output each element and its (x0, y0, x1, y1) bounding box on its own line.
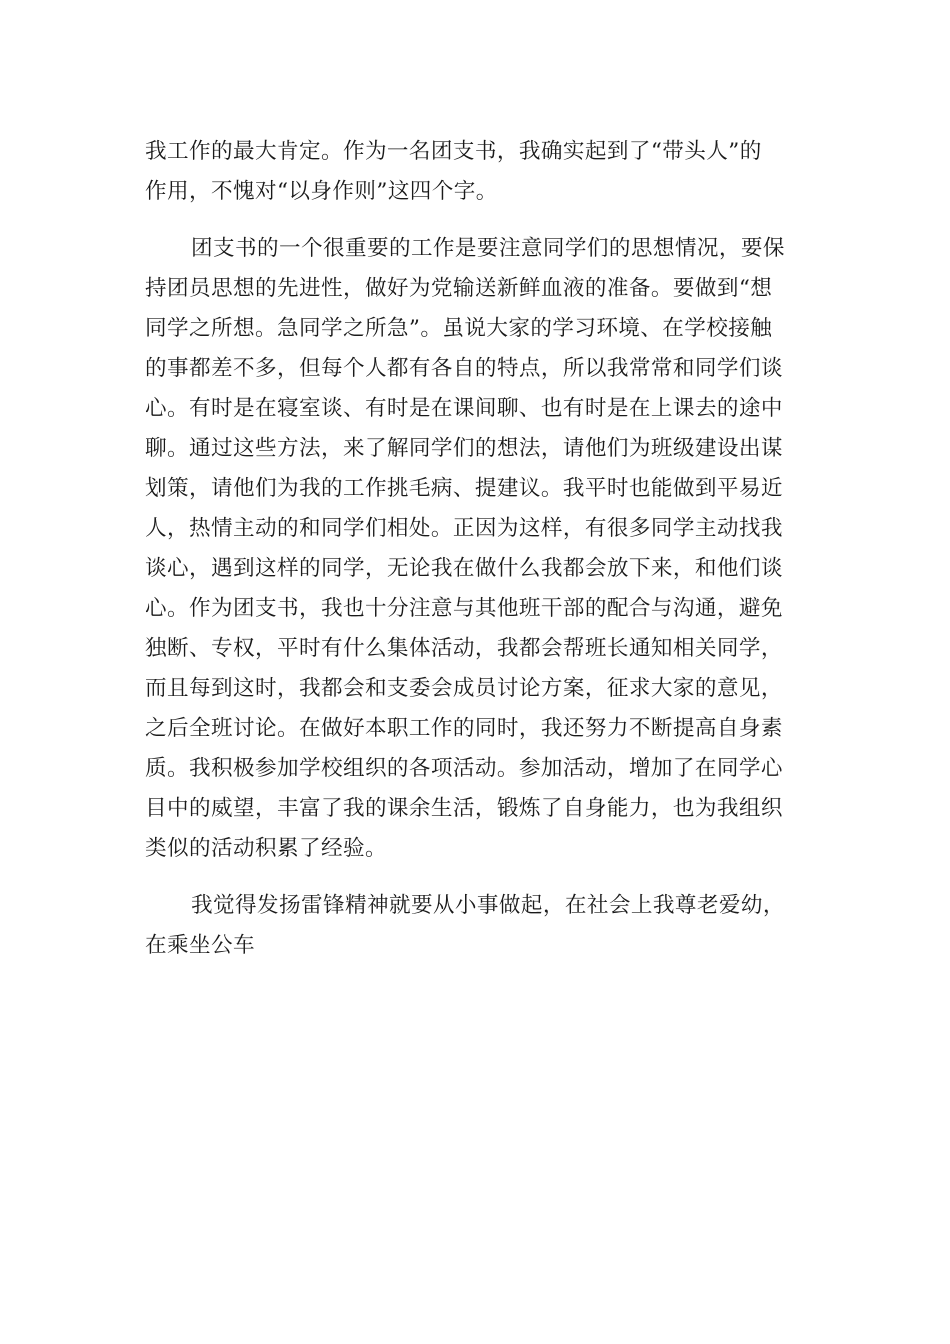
text-line: 持团员思想的先进性，做好为党输送新鲜血液的准备。要做到“想 (145, 276, 773, 301)
text-line: 质。我积极参加学校组织的各项活动。参加活动，增加了在同学心 (145, 756, 783, 781)
text-line: 在乘坐公车 (145, 933, 255, 958)
text-line: 的事都差不多，但每个人都有各自的特点，所以我常常和同学们谈 (145, 356, 783, 381)
paragraph-3 (145, 886, 795, 966)
text-line: 心。作为团支书，我也十分注意与其他班干部的配合与沟通，避免 (145, 596, 783, 621)
text-line: 我工作的最大肯定。作为一名团支书，我确实起到了“带头人”的 (145, 139, 762, 164)
paragraph-spacing (145, 869, 795, 886)
paragraph-1 (145, 132, 795, 212)
text-line: 团支书的一个很重要的工作是要注意同学们的思想情况，要保 (191, 236, 785, 261)
paragraph-spacing (145, 212, 795, 229)
text-line: 独断、专权，平时有什么集体活动，我都会帮班长通知相关同学， (145, 636, 783, 661)
text-line: 目中的威望，丰富了我的课余生活，锻炼了自身能力，也为我组织 (145, 796, 783, 821)
document-body (145, 132, 795, 966)
text-line: 类似的活动积累了经验。 (145, 836, 387, 861)
text-line: 而且每到这时，我都会和支委会成员讨论方案，征求大家的意见， (145, 676, 783, 701)
text-line: 人，热情主动的和同学们相处。正因为这样，有很多同学主动找我 (145, 516, 783, 541)
paragraph-2 (145, 229, 795, 869)
text-line: 我觉得发扬雷锋精神就要从小事做起，在社会上我尊老爱幼， (191, 893, 785, 918)
text-line: 同学之所想。急同学之所急”。虽说大家的学习环境、在学校接触 (145, 316, 773, 341)
text-line: 之后全班讨论。在做好本职工作的同时，我还努力不断提高自身素 (145, 716, 783, 741)
text-line: 聊。通过这些方法，来了解同学们的想法，请他们为班级建设出谋 (145, 436, 783, 461)
text-line: 作用，不愧对“以身作则”这四个字。 (145, 179, 498, 204)
text-line: 划策，请他们为我的工作挑毛病、提建议。我平时也能做到平易近 (145, 476, 783, 501)
text-line: 谈心，遇到这样的同学，无论我在做什么我都会放下来，和他们谈 (145, 556, 783, 581)
text-line: 心。有时是在寝室谈、有时是在课间聊、也有时是在上课去的途中 (145, 396, 783, 421)
